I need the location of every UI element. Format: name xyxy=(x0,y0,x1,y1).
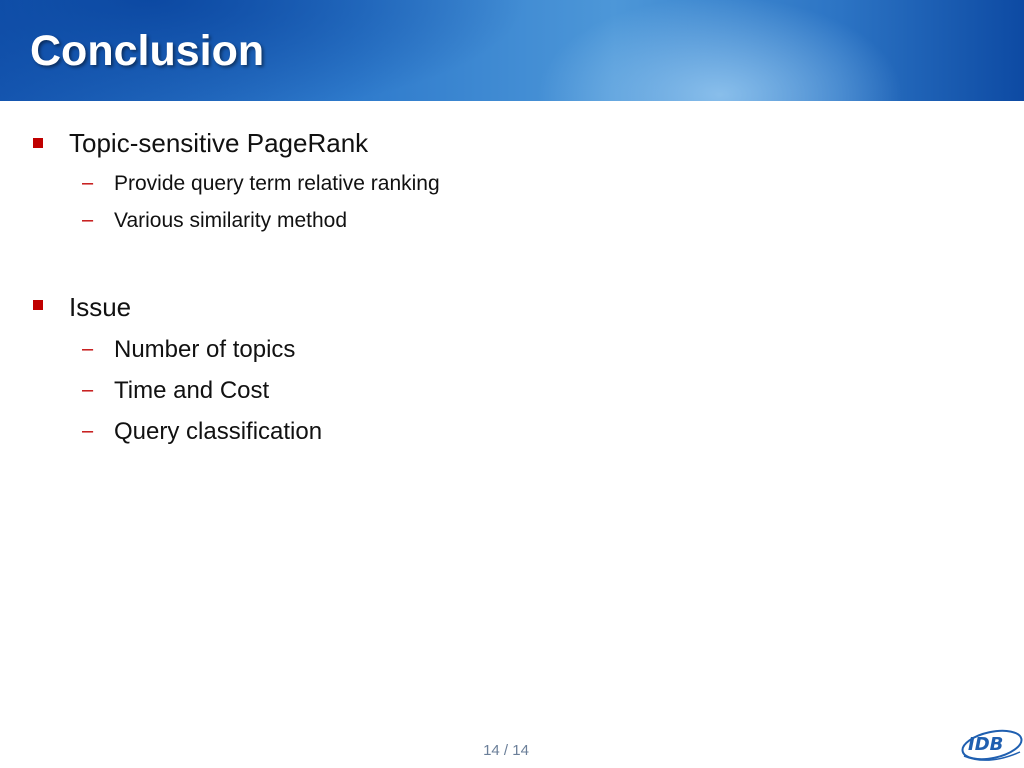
dash-bullet-icon: – xyxy=(82,209,94,231)
idb-logo xyxy=(958,722,1024,768)
sub-bullet-text: Query classification xyxy=(114,418,323,445)
dash-bullet-icon: – xyxy=(82,338,94,360)
sub-bullet-text: Various similarity method xyxy=(114,209,348,232)
slide-title: Conclusion xyxy=(30,27,265,75)
sub-bullet-text: Number of topics xyxy=(114,336,296,363)
dash-bullet-icon: – xyxy=(82,172,94,194)
logo-text: IDB xyxy=(968,734,1004,755)
sub-bullet-text: Time and Cost xyxy=(114,377,270,404)
dash-bullet-icon: – xyxy=(82,379,94,401)
bullet-heading-issue: Issue xyxy=(69,292,132,322)
page-number: 14 / 14 xyxy=(483,742,529,759)
square-bullet-icon xyxy=(33,300,43,310)
sub-bullet-text: Provide query term relative ranking xyxy=(114,172,440,195)
dash-bullet-icon: – xyxy=(82,420,94,442)
square-bullet-icon xyxy=(33,138,43,148)
bullet-heading-topic-sensitive-pagerank: Topic-sensitive PageRank xyxy=(69,128,369,158)
